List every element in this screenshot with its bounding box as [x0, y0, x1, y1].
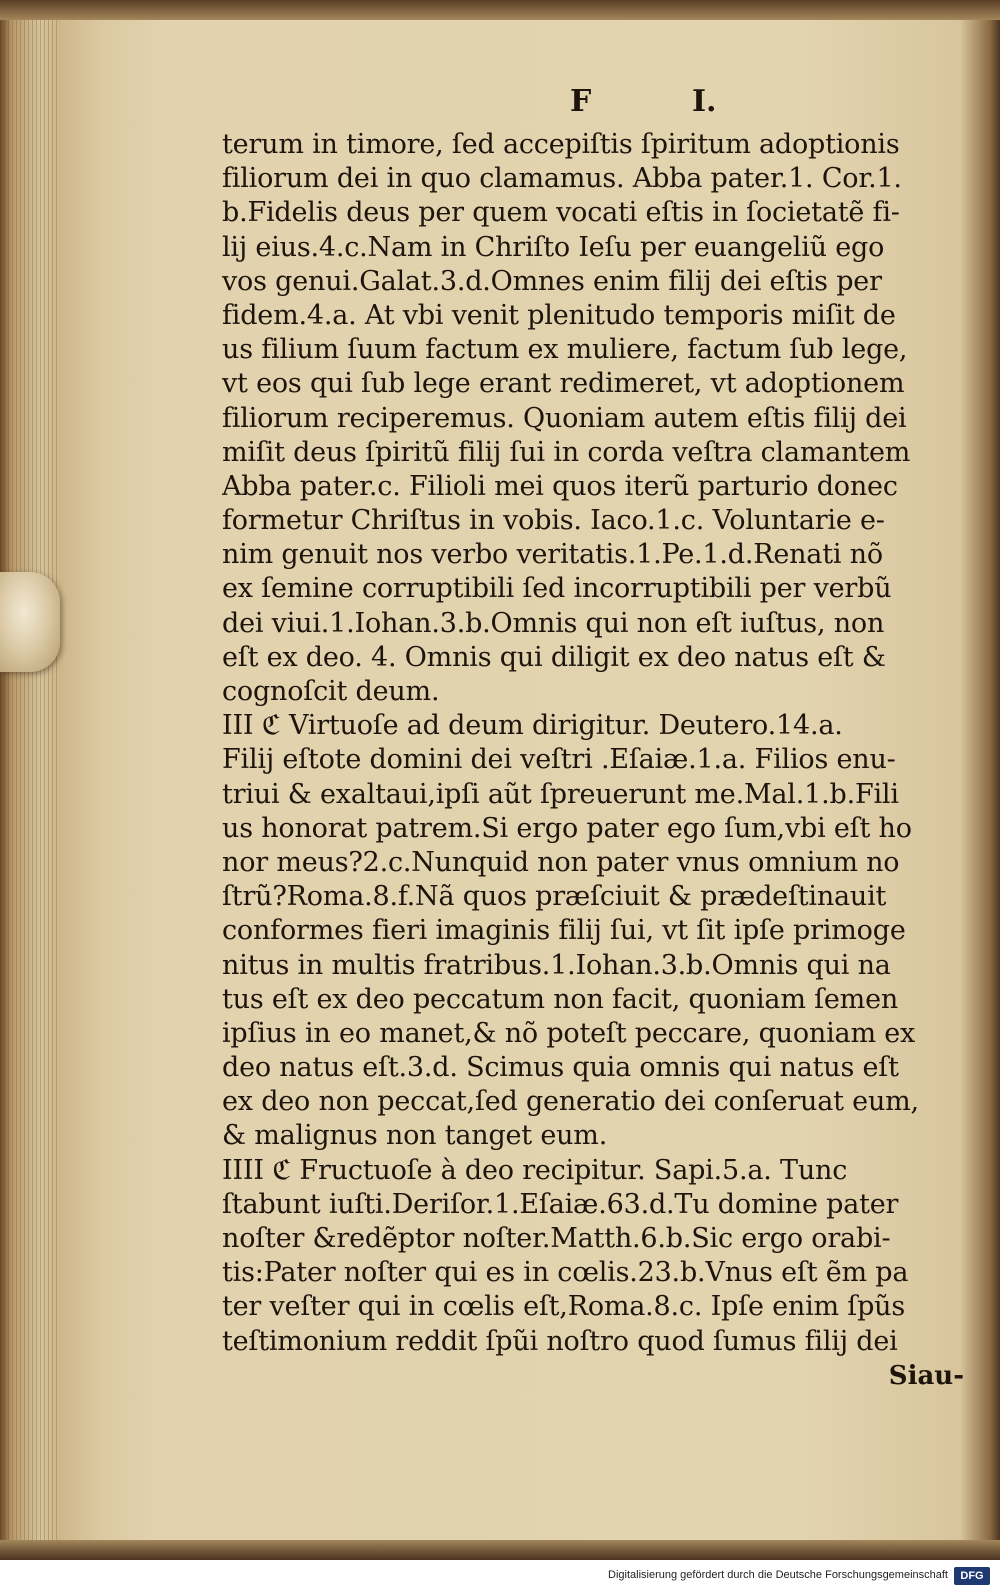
text-line: terum in timore, ſed accepiſtis ſpiritum adoptionis [222, 129, 900, 160]
text-line: ſtrũ?Roma.8.f.Nã quos præſciuit & prædeſtinauit [222, 881, 887, 913]
text-line: vos genui.Galat.3.d.Omnes enim filij dei eſtis per [222, 265, 882, 297]
text-line: miſit deus ſpiritũ filij ſui in corda veſtra clamantem [222, 436, 911, 468]
text-line: Filij eſtote domini dei veſtri .Eſaiæ.1.a. Filios enu- [222, 744, 896, 776]
text-line: nitus in multis fratribus.1.Iohan.3.b.Omnis qui na [222, 949, 891, 981]
text-line: ſtabunt iuſti.Deriſor.1.Eſaiæ.63.d.Tu domine pater [222, 1188, 899, 1220]
text-line: vt eos qui ſub lege erant redimeret, vt adoptionem [222, 368, 905, 400]
text-line: triui & exaltaui,ipſi aũt ſpreuerunt me.Mal.1.b.Fili [222, 778, 899, 810]
digitization-footer [0, 1560, 1000, 1594]
text-line: nim genuit nos verbo veritatis.1.Pe.1.d.Renati nõ [222, 539, 883, 571]
binding-bottom-edge [0, 1540, 1000, 1560]
text-line: & malignus non tanget eum. [222, 1120, 608, 1152]
page-header [222, 80, 970, 128]
dfg-logo: DFG [954, 1567, 990, 1585]
text-line: us filium ſuum factum ex muliere, factum ſub lege, [222, 334, 908, 366]
text-line: teſtimonium reddit ſpũi noſtro quod ſumus filij dei [222, 1325, 898, 1357]
text-line: conformes fieri imaginis filij ſui, vt ſit ipſe primoge [222, 915, 906, 947]
page-edges [0, 20, 60, 1540]
page-text-block [222, 80, 970, 1393]
folio-number: I. [692, 84, 717, 119]
text-line: tis:Pater noſter qui es in cœlis.23.b.Vnus eſt ẽm pa [222, 1257, 909, 1289]
footer-credit: Digitalisierung gefördert durch die Deutsche Forschungsgemeinschaft [608, 1569, 948, 1581]
text-line: ex ſemine corruptibili ſed incorruptibili per verbũ [222, 573, 892, 605]
text-line: ter veſter qui in cœlis eſt,Roma.8.c. Ipſe enim ſpũs [222, 1291, 906, 1323]
text-line: cognoſcit deum. [222, 676, 440, 707]
text-line: III ℭ Virtuoſe ad deum dirigitur. Deutero.14.a. [222, 710, 843, 742]
text-line: formetur Chriſtus in vobis. Iaco.1.c. Voluntarie e- [222, 505, 885, 537]
text-line: us honorat patrem.Si ergo pater ego ſum,vbi eſt ho [222, 812, 912, 844]
text-line: fidem.4.a. At vbi venit plenitudo temporis miſit de [222, 299, 896, 331]
text-line: deo natus eſt.3.d. Scimus quia omnis qui natus eſt [222, 1052, 899, 1084]
binding-top-edge [0, 0, 1000, 20]
text-line: Abba pater.c. Filioli mei quos iterũ parturio donec [222, 470, 898, 502]
text-line: dei viui.1.Iohan.3.b.Omnis qui non eſt iuſtus, non [222, 607, 885, 639]
text-lines [222, 128, 970, 1359]
book-clasp [0, 572, 60, 672]
text-line: tus eſt ex deo peccatum non facit, quoniam ſemen [222, 983, 899, 1015]
text-line: ipſius in eo manet,& nõ poteſt peccare, quoniam ex [222, 1017, 916, 1049]
text-line: filiorum dei in quo clamamus. Abba pater.1. Cor.1. [222, 163, 902, 195]
text-line: ex deo non peccat,ſed generatio dei conſeruat eum, [222, 1086, 919, 1118]
text-line: b.Fidelis deus per quem vocati eſtis in ſocietatẽ fi- [222, 197, 900, 229]
catchword: Siau- [888, 1360, 964, 1391]
text-line: filiorum reciperemus. Quoniam autem eſtis filij dei [222, 402, 907, 434]
text-line: lij eius.4.c.Nam in Chriſto Ieſu per euangeliũ ego [222, 231, 885, 263]
text-line: IIII ℭ Fructuoſe à deo recipitur. Sapi.5.a. Tunc [222, 1154, 848, 1186]
signature-mark: F [570, 84, 592, 119]
text-line: noſter &redẽptor noſter.Matth.6.b.Sic ergo orabi- [222, 1223, 891, 1254]
text-line: eſt ex deo. 4. Omnis qui diligit ex deo natus eſt & [222, 641, 886, 673]
text-line: nor meus?2.c.Nunquid non pater vnus omnium no [222, 846, 900, 878]
